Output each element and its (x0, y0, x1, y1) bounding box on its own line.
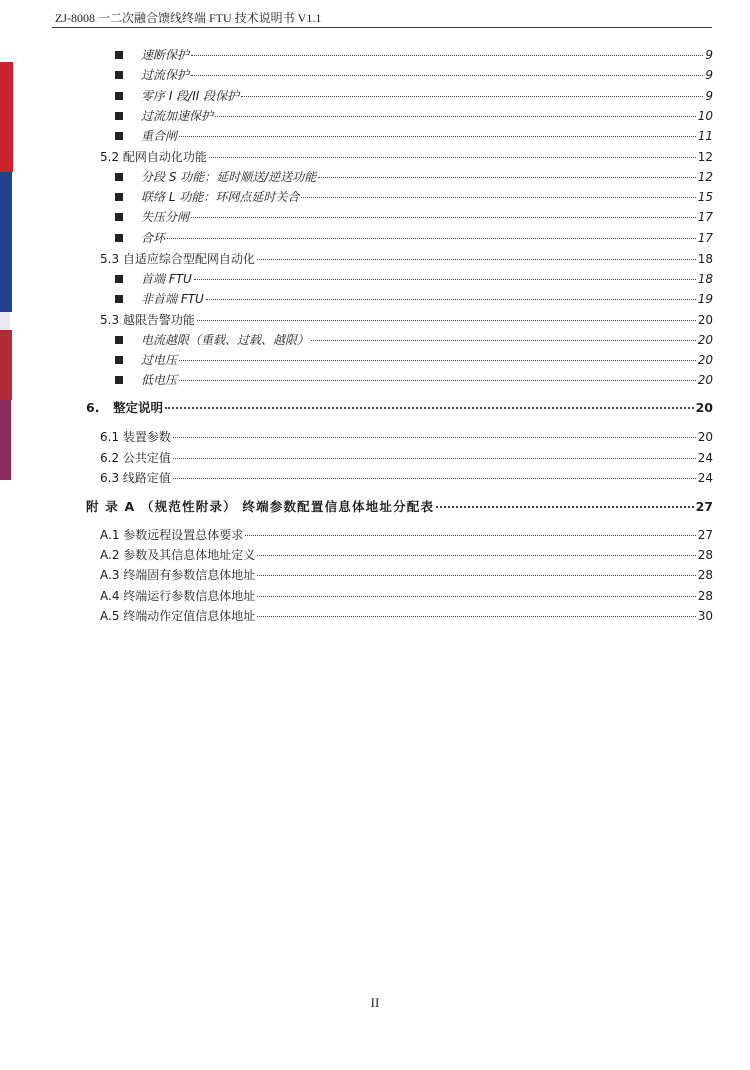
dot-leader (167, 237, 696, 239)
dot-leader (191, 54, 703, 56)
toc-page-number: 12 (697, 170, 713, 184)
toc-page-number: 27 (697, 528, 713, 542)
toc-page-number: 18 (697, 252, 713, 266)
edge-color-stripes (0, 0, 14, 1070)
dot-leader (209, 156, 696, 158)
dot-leader (301, 196, 695, 198)
toc-entry-label: 6.3 线路定值 (100, 471, 171, 485)
page-number-footer: II (370, 995, 380, 1010)
toc-page-number: 24 (697, 451, 713, 465)
dot-leader (318, 176, 695, 178)
toc-page-number: 20 (697, 430, 713, 444)
toc-page-number: 12 (697, 150, 713, 164)
toc-page-number: 20 (697, 333, 713, 347)
header-rule (52, 27, 712, 28)
toc-entry[interactable] (100, 546, 713, 564)
toc-entry[interactable] (115, 208, 713, 226)
dot-leader (191, 74, 703, 76)
toc-page-number: 20 (697, 313, 713, 327)
toc-entry[interactable] (100, 469, 713, 487)
toc-appendix-a[interactable] (86, 498, 713, 516)
dot-leader (179, 359, 696, 361)
dot-leader (173, 436, 696, 438)
toc-entry[interactable] (115, 188, 713, 206)
toc-entry[interactable] (115, 229, 713, 247)
dot-leader (215, 115, 696, 117)
toc-page-number: 15 (697, 190, 713, 204)
toc-page-number: 17 (697, 210, 713, 224)
toc-chapter-number: 6. (86, 400, 100, 415)
toc-entry[interactable] (115, 331, 713, 349)
toc-page-number: 18 (697, 272, 713, 286)
dot-leader (173, 477, 696, 479)
toc-entry-label: A.1 参数远程设置总体要求 (100, 528, 244, 542)
toc-entry-label: 整定说明 (113, 400, 164, 415)
toc-section-5-3-adaptive[interactable] (100, 250, 713, 268)
edge-stripe-white-gap (0, 312, 10, 330)
toc-entry[interactable] (100, 449, 713, 467)
toc-entry[interactable] (100, 607, 713, 625)
dot-leader (257, 258, 696, 260)
square-bullet-icon (115, 92, 123, 100)
toc-page-number: 28 (697, 548, 713, 562)
square-bullet-icon (115, 132, 123, 140)
toc-page-number: 28 (697, 568, 713, 582)
toc-entry-label: 合环 (141, 231, 166, 245)
dot-leader (311, 339, 696, 341)
toc-entry[interactable] (115, 290, 713, 308)
toc-entry-label: 附 录 A （规范性附录） 终端参数配置信息体地址分配表 (86, 499, 435, 514)
toc-page-number: 20 (697, 353, 713, 367)
toc-entry[interactable] (115, 168, 713, 186)
dot-leader (206, 298, 696, 300)
toc-entry[interactable] (115, 46, 713, 64)
toc-chapter-6[interactable] (86, 399, 713, 417)
toc-entry[interactable] (115, 107, 713, 125)
dot-leader (179, 135, 696, 137)
toc-page-number: 11 (697, 129, 713, 143)
toc-entry-label: A.2 参数及其信息体地址定义 (100, 548, 256, 562)
toc-entry-label: 联络 L 功能：环网点延时关合 (141, 190, 300, 204)
toc-entry[interactable] (100, 526, 713, 544)
toc-page-number: 10 (697, 109, 713, 123)
toc-page-number: 20 (695, 400, 713, 415)
dot-leader (257, 595, 695, 597)
toc-page-number: 9 (705, 89, 713, 103)
page-header: ZJ-8008 一二次融合馈线终端 FTU 技术说明书 V1.1 (55, 11, 322, 25)
dot-leader (245, 534, 695, 536)
dot-leader (241, 95, 703, 97)
toc-entry-label: 6.1 装置参数 (100, 430, 171, 444)
dot-leader (173, 457, 696, 459)
square-bullet-icon (115, 173, 123, 181)
square-bullet-icon (115, 51, 123, 59)
edge-stripe-blue (0, 172, 12, 312)
toc-page-number: 9 (705, 68, 713, 82)
toc-entry-label: 首端 FTU (141, 272, 192, 286)
toc-entry[interactable] (100, 566, 713, 584)
toc-section-5-2[interactable] (100, 148, 713, 166)
toc-entry-label: 重合闸 (141, 129, 178, 143)
toc-entry-label: 5.2 配网自动化功能 (100, 150, 207, 164)
dot-leader (179, 379, 696, 381)
toc-entry[interactable] (115, 351, 713, 369)
square-bullet-icon (115, 71, 123, 79)
toc-entry-label: 5.3 自适应综合型配网自动化 (100, 252, 255, 266)
toc-entry-label: A.5 终端动作定值信息体地址 (100, 609, 256, 623)
dot-leader (436, 505, 693, 508)
toc-entry[interactable] (115, 66, 713, 84)
toc-entry-label: 低电压 (141, 373, 178, 387)
toc-entry-label: A.4 终端运行参数信息体地址 (100, 589, 256, 603)
dot-leader (165, 406, 694, 409)
square-bullet-icon (115, 193, 123, 201)
toc-entry-label: 零序 I 段/II 段保护 (141, 89, 240, 103)
toc-page-number: 20 (697, 373, 713, 387)
toc-page-number: 30 (697, 609, 713, 623)
toc-entry[interactable] (100, 587, 713, 605)
toc-entry[interactable] (115, 87, 713, 105)
edge-stripe-red (0, 62, 13, 172)
toc-page-number: 27 (695, 499, 713, 514)
edge-stripe-red-2 (0, 330, 12, 400)
toc-entry-label: 过流加速保护 (141, 109, 214, 123)
toc-entry-label: 分段 S 功能：延时顺送/逆送功能 (141, 170, 317, 184)
toc-entry-label: 速断保护 (141, 48, 190, 62)
toc-entry[interactable] (115, 371, 713, 389)
dot-leader (257, 554, 695, 556)
dot-leader (257, 615, 695, 617)
dot-leader (197, 319, 696, 321)
square-bullet-icon (115, 275, 123, 283)
square-bullet-icon (115, 336, 123, 344)
toc-entry[interactable] (115, 127, 713, 145)
toc-entry[interactable] (100, 428, 713, 446)
toc-entry-label: 失压分闸 (141, 210, 190, 224)
edge-stripe-purple (0, 400, 11, 480)
dot-leader (194, 278, 696, 280)
dot-leader (191, 216, 696, 218)
square-bullet-icon (115, 376, 123, 384)
square-bullet-icon (115, 234, 123, 242)
square-bullet-icon (115, 213, 123, 221)
toc-entry-label: A.3 终端固有参数信息体地址 (100, 568, 256, 582)
toc-page-number: 17 (697, 231, 713, 245)
toc-entry-label: 5.3 越限告警功能 (100, 313, 195, 327)
toc-page-number: 28 (697, 589, 713, 603)
toc-page-number: 19 (697, 292, 713, 306)
toc-section-5-3-limit-alarm[interactable] (100, 311, 713, 329)
toc-entry-label: 过流保护 (141, 68, 190, 82)
toc-page-number: 24 (697, 471, 713, 485)
toc-entry-label: 电流越限（重载、过载、越限） (141, 333, 310, 347)
square-bullet-icon (115, 112, 123, 120)
toc-entry-label: 过电压 (141, 353, 178, 367)
toc-entry-label: 6.2 公共定值 (100, 451, 171, 465)
square-bullet-icon (115, 356, 123, 364)
toc-page-number: 9 (705, 48, 713, 62)
dot-leader (257, 574, 695, 576)
square-bullet-icon (115, 295, 123, 303)
toc-entry[interactable] (115, 270, 713, 288)
toc-entry-label: 非首端 FTU (141, 292, 204, 306)
